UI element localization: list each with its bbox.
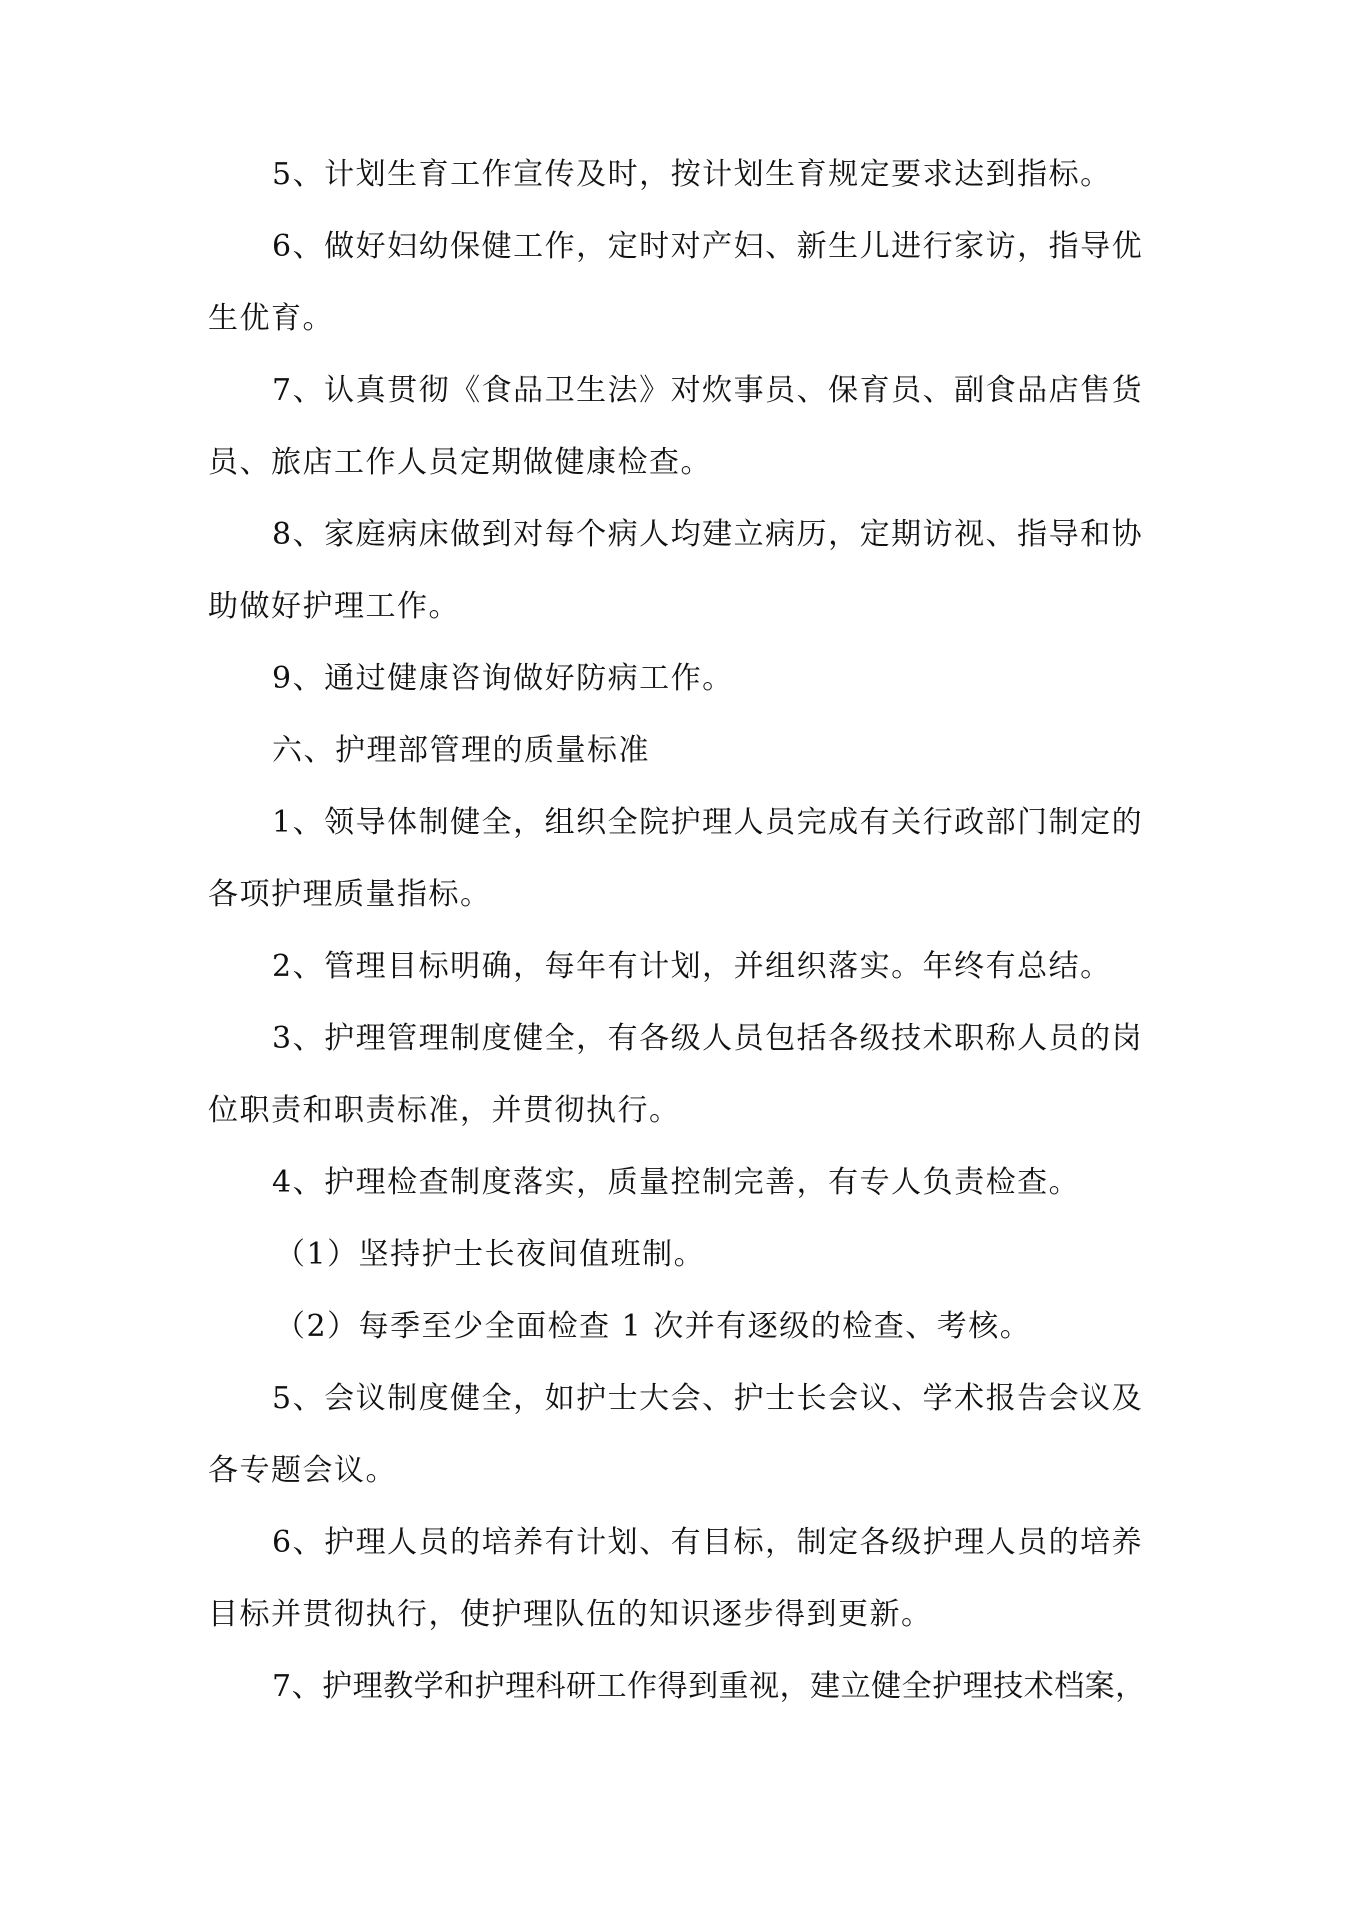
paragraph-line: 生优育。 xyxy=(208,301,334,336)
paragraph-line: 6、做好妇幼保健工作，定时对产妇、新生儿进行家访，指导优 xyxy=(272,229,1144,264)
paragraph-line: 目标并贯彻执行，使护理队伍的知识逐步得到更新。 xyxy=(208,1597,933,1632)
sub-item-line: （1）坚持护士长夜间值班制。 xyxy=(275,1237,706,1272)
paragraph-line: 8、家庭病床做到对每个病人均建立病历，定期访视、指导和协 xyxy=(272,517,1144,552)
paragraph-line: 3、护理管理制度健全，有各级人员包括各级技术职称人员的岗 xyxy=(272,1021,1144,1056)
paragraph-line: 7、护理教学和护理科研工作得到重视，建立健全护理技术档案， xyxy=(272,1669,1146,1704)
paragraph-line: 4、护理检查制度落实，质量控制完善，有专人负责检查。 xyxy=(272,1165,1081,1200)
paragraph-line: 9、通过健康咨询做好防病工作。 xyxy=(272,661,734,696)
paragraph-line: 7、认真贯彻《食品卫生法》对炊事员、保育员、副食品店售货 xyxy=(272,373,1144,408)
paragraph-line: 位职责和职责标准，并贯彻执行。 xyxy=(208,1093,681,1128)
sub-item-line: （2）每季至少全面检查 1 次并有逐级的检查、考核。 xyxy=(275,1309,1032,1344)
paragraph-line: 5、计划生育工作宣传及时，按计划生育规定要求达到指标。 xyxy=(272,157,1112,192)
paragraph-line: 员、旅店工作人员定期做健康检查。 xyxy=(208,445,712,480)
paragraph-line: 1、领导体制健全，组织全院护理人员完成有关行政部门制定的 xyxy=(272,805,1144,840)
paragraph-line: 各专题会议。 xyxy=(208,1453,397,1488)
paragraph-line: 2、管理目标明确，每年有计划，并组织落实。年终有总结。 xyxy=(272,949,1112,984)
paragraph-line: 6、护理人员的培养有计划、有目标，制定各级护理人员的培养 xyxy=(272,1525,1144,1560)
paragraph-line: 5、会议制度健全，如护士大会、护士长会议、学术报告会议及 xyxy=(272,1381,1144,1416)
paragraph-line: 助做好护理工作。 xyxy=(208,589,460,624)
paragraph-line: 各项护理质量指标。 xyxy=(208,877,492,912)
section-heading: 六、护理部管理的质量标准 xyxy=(272,733,650,768)
